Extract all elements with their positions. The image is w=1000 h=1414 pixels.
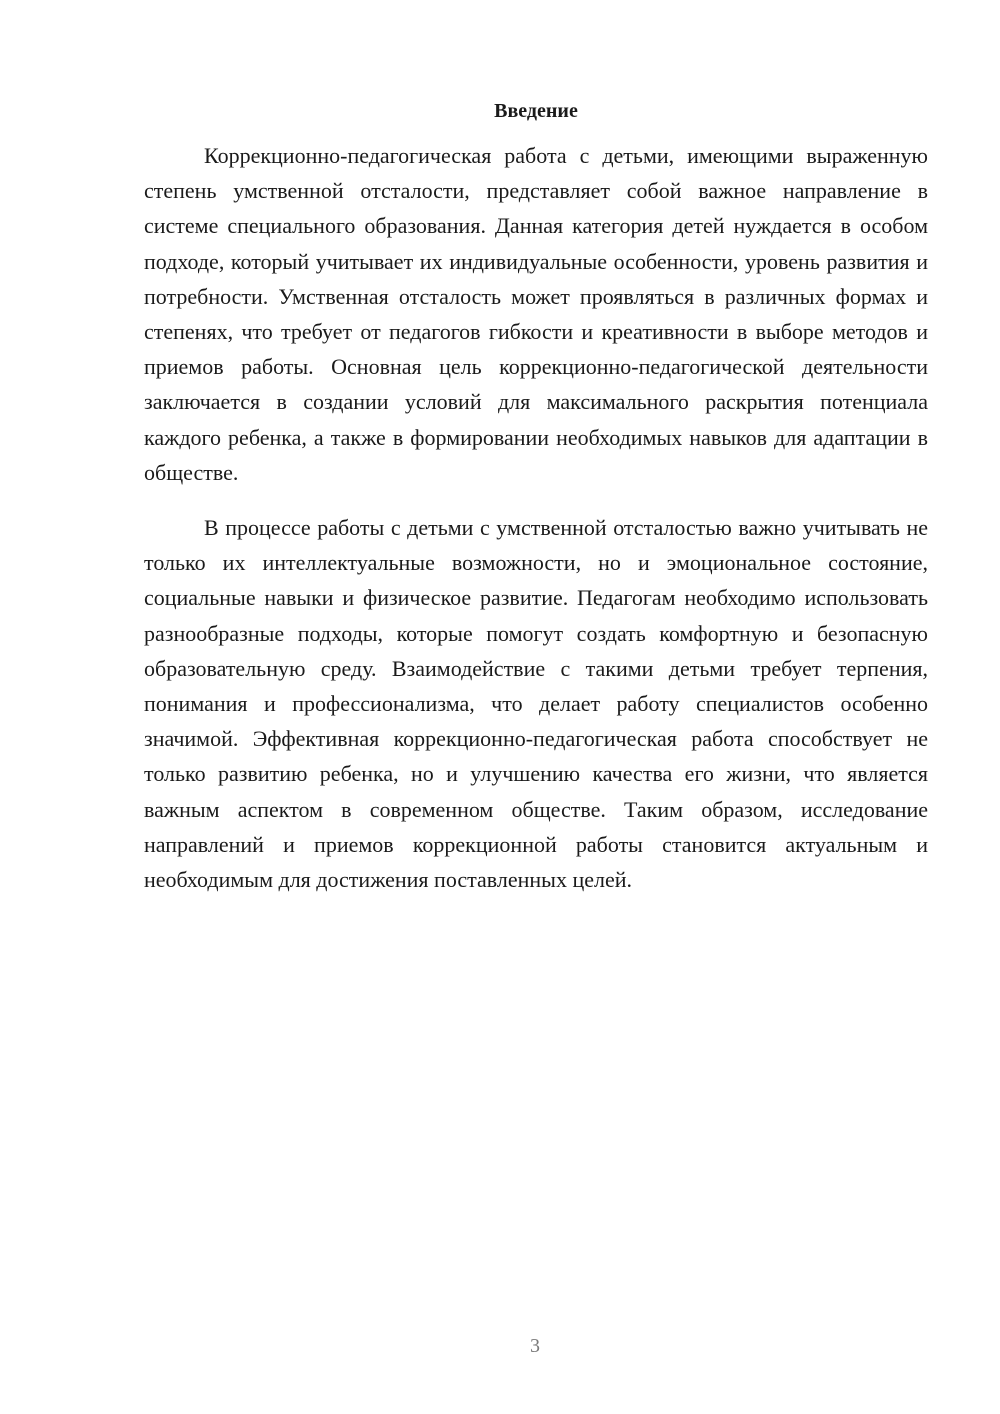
paragraph-1: Коррекционно-педагогическая работа с детьми, имеющими выраженную степень умственной отсталости, представляет собой важное направление в системе специального образования. Данная категория детей нуждается в особом подходе, который учитывает их индивидуальные особенности, уровень развития и потребности. Умственная отсталость может проявляться в различных формах и степенях, что требует от педагогов гибкости и креативности в выборе методов и приемов работы. Основная цель коррекционно-педагогической деятельности заключается в создании условий для максимального раскрытия потенциала каждого ребенка, а также в формировании необходимых навыков для адаптации в обществе. — [144, 143, 928, 485]
page-number: 3 — [530, 1335, 540, 1357]
section-title: Введение — [494, 100, 578, 122]
page-content — [144, 96, 928, 897]
paragraph-2: В процессе работы с детьми с умственной отсталостью важно учитывать не только их интеллектуальные возможности, но и эмоциональное состояние, социальные навыки и физическое развитие. Педагогам необходимо использовать разнообразные подходы, которые помогут создать комфортную и безопасную образовательную среду. Взаимодействие с такими детьми требует терпения, понимания и профессионализма, что делает работу специалистов особенно значимой. Эффективная коррекционно-педагогическая работа способствует не только развитию ребенка, но и улучшению качества его жизни, что является важным аспектом в современном обществе. Таким образом, исследование направлений и приемов коррекционной работы становится актуальным и необходимым для достижения поставленных целей. — [144, 515, 928, 893]
